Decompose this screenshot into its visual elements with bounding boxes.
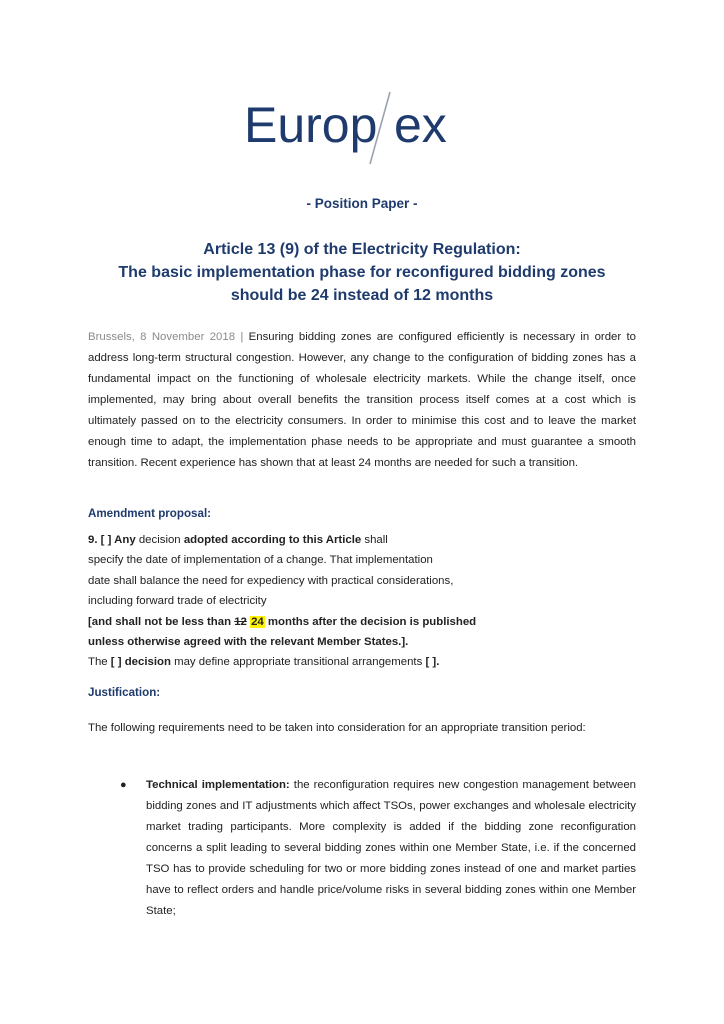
title-line-2: The basic implementation phase for reconfigured bidding zones <box>118 264 606 281</box>
amendment-l1-b: decision <box>135 534 184 546</box>
logo-text-left: Europ <box>244 97 378 153</box>
amendment-line-3: date shall balance the need for expediency with practical considerations, <box>88 574 454 587</box>
amendment-l7-b: [ ] decision <box>110 656 171 669</box>
amendment-line-2: specify the date of implementation of a change. That implementation <box>88 554 433 567</box>
intro-paragraph <box>88 327 636 474</box>
amendment-l5-a: [and shall not be less than <box>88 615 235 628</box>
justification-list <box>120 775 636 922</box>
amendment-line-1 <box>88 530 636 550</box>
highlighted-value: 24 <box>251 615 264 628</box>
amendment-line-5 <box>88 612 636 632</box>
amendment-l1-a: 9. [ ] Any <box>88 534 136 546</box>
logo-text-right: ex <box>394 97 447 153</box>
amendment-line-4: including forward trade of electricity <box>88 595 267 608</box>
amendment-text <box>88 530 636 673</box>
dateline: Brussels, 8 November 2018 | <box>88 331 244 343</box>
amendment-heading: Amendment proposal: <box>88 507 212 520</box>
amendment-line-6: unless otherwise agreed with the relevant Member States.]. <box>88 636 409 649</box>
list-item <box>120 775 636 922</box>
justification-intro: The following requirements need to be taken into consideration for an appropriate transition period: <box>88 722 586 734</box>
amendment-l7-a: The <box>88 656 111 669</box>
justification-heading: Justification: <box>88 686 161 699</box>
amendment-line-7 <box>88 652 636 672</box>
logo-graphic <box>242 88 482 168</box>
bullet-label: Technical implementation: <box>146 779 290 791</box>
amendment-l1-d: shall <box>361 534 388 546</box>
document-title <box>60 238 664 307</box>
amendment-l1-c: adopted according to this Article <box>183 534 362 546</box>
amendment-l7-d: [ ]. <box>425 656 440 669</box>
europex-logo <box>0 88 724 168</box>
title-line-3: should be 24 instead of 12 months <box>230 287 494 304</box>
amendment-l7-c: may define appropriate transitional arrangements <box>170 656 426 669</box>
intro-text: Ensuring bidding zones are configured efficiently is necessary in order to address long-term structural congestion. However, any change to the configuration of bidding zones has a fundamental impact on the functioning of wholesale electricity markets. While the change itself, once implemented, may bring about overall benefits the transition process itself comes at a cost which is ultimately passed on to the electricity consumers. In order to minimise this cost and to leave the market enough time to adapt, the implementation phase needs to be appropriate and must guarantee a smooth transition. Recent experience has shown that at least 24 months are needed for such a transition. <box>88 331 636 469</box>
struck-value: 12 <box>234 615 247 628</box>
document-subtitle: - Position Paper - <box>306 196 418 211</box>
bullet-text: the reconfiguration requires new congestion management between bidding zones and IT adjustments which affect TSOs, power exchanges and wholesale electricity market trading participants. More complexity is added if the bidding zone reconfiguration concerns a split leading to several bidding zones within one Member State, i.e. if the concerned TSO has to provide scheduling for two or more bidding zones instead of one and market parties have to reflect orders and handle price/volume risks in several bidding zones within one Member State; <box>146 779 636 917</box>
title-line-1: Article 13 (9) of the Electricity Regulation: <box>203 241 521 258</box>
amendment-l5-b: months after the decision is published <box>264 615 477 628</box>
bullet-icon: ● <box>120 779 127 791</box>
